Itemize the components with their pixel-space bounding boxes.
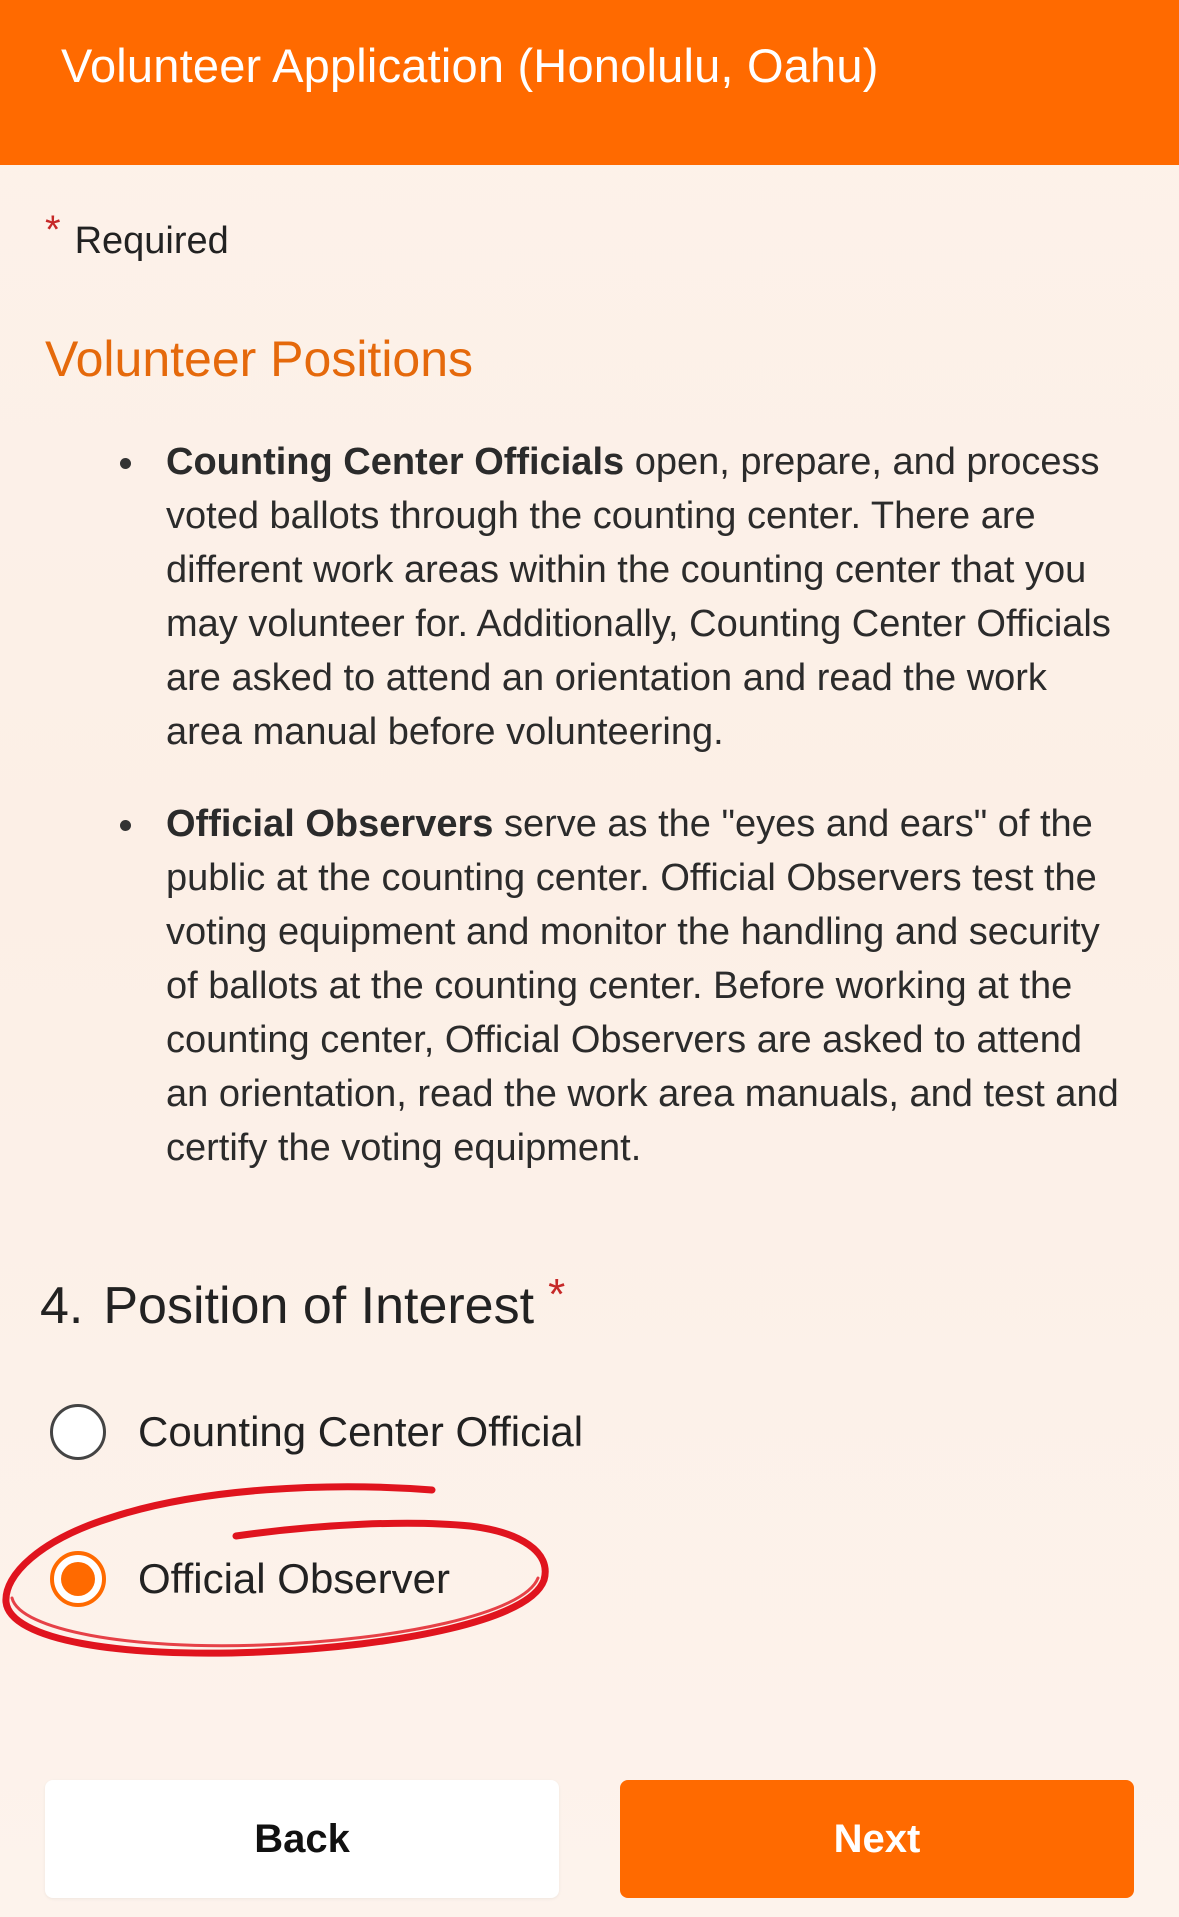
radio-option-label[interactable]: Official Observer [138,1555,450,1602]
bullet-icon [120,458,131,469]
required-asterisk: * [45,208,61,252]
position-name: Official Observers [166,803,494,845]
positions-list [110,435,1130,1213]
position-description: serve as the "eyes and ears" of the public at the counting center. Official Observers test the voting equipment and monitor the handling and security of ballots at the counting center. Before working at the counting center, Official Observers are asked to attend an orientation, read the work area manuals, and test and certify the voting equipment. [166,803,1119,1169]
required-asterisk: * [548,1270,566,1319]
radio-button-checked[interactable] [50,1551,106,1607]
question-number: 4. [40,1277,84,1335]
page-title: Volunteer Application (Honolulu, Oahu) [61,39,879,92]
bullet-icon [120,820,131,831]
radio-option-official-observer[interactable] [50,1549,450,1609]
position-description: open, prepare, and process voted ballots through the counting center. There are different work areas within the counting center that you may volunteer for. Additionally, Counting Center Officials are asked to attend an orientation and read the work area manual before volunteering. [166,441,1111,753]
question-label: Position of Interest [103,1277,535,1335]
required-note-text: Required [74,220,229,262]
list-item [110,435,1130,759]
required-note [45,208,229,263]
radio-option-label[interactable]: Counting Center Official [138,1408,584,1455]
radio-option-counting-center-official[interactable] [50,1402,583,1462]
app-header [0,0,1179,165]
list-item [110,797,1130,1175]
position-name: Counting Center Officials [166,441,625,483]
section-title: Volunteer Positions [45,331,474,387]
radio-button-unchecked[interactable] [50,1404,106,1460]
next-button[interactable]: Next [620,1780,1134,1898]
question-title [40,1270,566,1336]
back-button[interactable]: Back [45,1780,559,1898]
